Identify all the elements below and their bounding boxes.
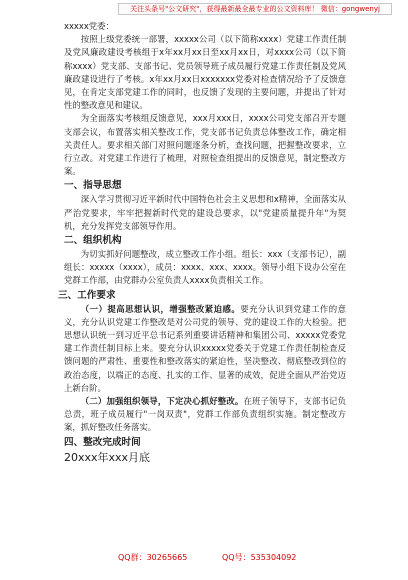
footer-qq-group: QQ群：30265665 <box>118 553 188 562</box>
section-text-organization: 为切实抓好问题整改，成立整改工作小组。组长：xxx（支部书记），副组长：xxxxx（xxxx），成员：xxxx、xxx、xxxx。领导小组下设办公室在党群工作部，由党群办公室负责人xxxx负责相关工作。 <box>64 249 346 286</box>
salutation: xxxxx党委： <box>64 21 114 31</box>
requirement-1 <box>64 303 346 395</box>
banner-ad: 关注头条号"公文研究"，获得最新最全最专业的公文资料库！ 微信：gongwenyj <box>118 3 392 15</box>
section-text-guiding: 深入学习贯彻习近平新时代中国特色社会主义思想和x精神，全面落实从严治党要求，牢牢把握新时代党的建设总要求，以"党建质量提升年"为契机，充分发挥党支部领导作用。 <box>64 194 346 231</box>
document-body <box>58 20 347 465</box>
section-title-requirements: 三、工作要求 <box>58 289 116 301</box>
paragraph-measures: 为全面落实考核组反馈意见，xxx月xxx日，xxxx公司党支部召开专题支部会议，布置落实相关整改工作，党支部书记负责总体整改工作，确定相关责任人。要求相关部门对照问题逐条分析，查找问题，把握整改要求，立行立改。对党建工作进行了梳理，对照检查组提出的反馈意见，制定整改方案。 <box>64 113 346 177</box>
footer-qq: QQ号：535304092 <box>222 553 297 562</box>
requirement-1-text: 要充分认识到党建工作的意义，充分认识党建工作整改是对公司党的领导、党的建设工作的大检验。把思想认识统一到习近平总书记系列重要讲话精神和集团公司、xxxxx党委党建工作责任制目标上来。要充分认识xxxxx党委关于党建工作责任制检查反馈问题的严肃性、重要性和整改落实的紧迫性，坚决整改、彻底整改到位的政治态度，以端正的态度、扎实的工作、显著的成效，促进全面从严治党迈上新台阶。 <box>64 303 347 393</box>
paragraph-intro: 按照上级党委统一部署，xxxxx公司（以下简称xxxx）党建工作责任制及党风廉政建设考核组于x年xx月xx日至xx月xx日，对xxxx公司（以下简称xxxx）党支部、支部书记、党员领导班子成员履行党建工作责任制及党风廉政建设进行了考核。x年xx月xx日xxxxxxx党委对检查情况给予了反馈意见，在肯定支部党建工作的同时，也反馈了发现的主要问题，并提出了针对性的整改意见和建议。 <box>64 34 346 111</box>
requirement-2-text: 在班子领导下，支部书记负总责，班子成员履行"一岗双责"，党群工作部负责组织实施。制定整改方案，抓好整改任务落实。 <box>64 396 346 433</box>
deadline-date: 20xxx年xxx月底 <box>64 450 151 464</box>
requirement-2-lead: （二）加强组织领导，下定决心抓好整改。 <box>80 396 244 407</box>
section-title-guiding: 一、指导思想 <box>64 180 122 192</box>
section-title-organization: 二、组织机构 <box>64 235 122 247</box>
section-title-deadline: 四、整改完成时间 <box>64 436 141 448</box>
requirement-2 <box>64 395 346 435</box>
requirement-1-lead: （一）提高思想认识，增强整改紧迫感。 <box>80 303 241 314</box>
footer-contact <box>0 548 408 568</box>
